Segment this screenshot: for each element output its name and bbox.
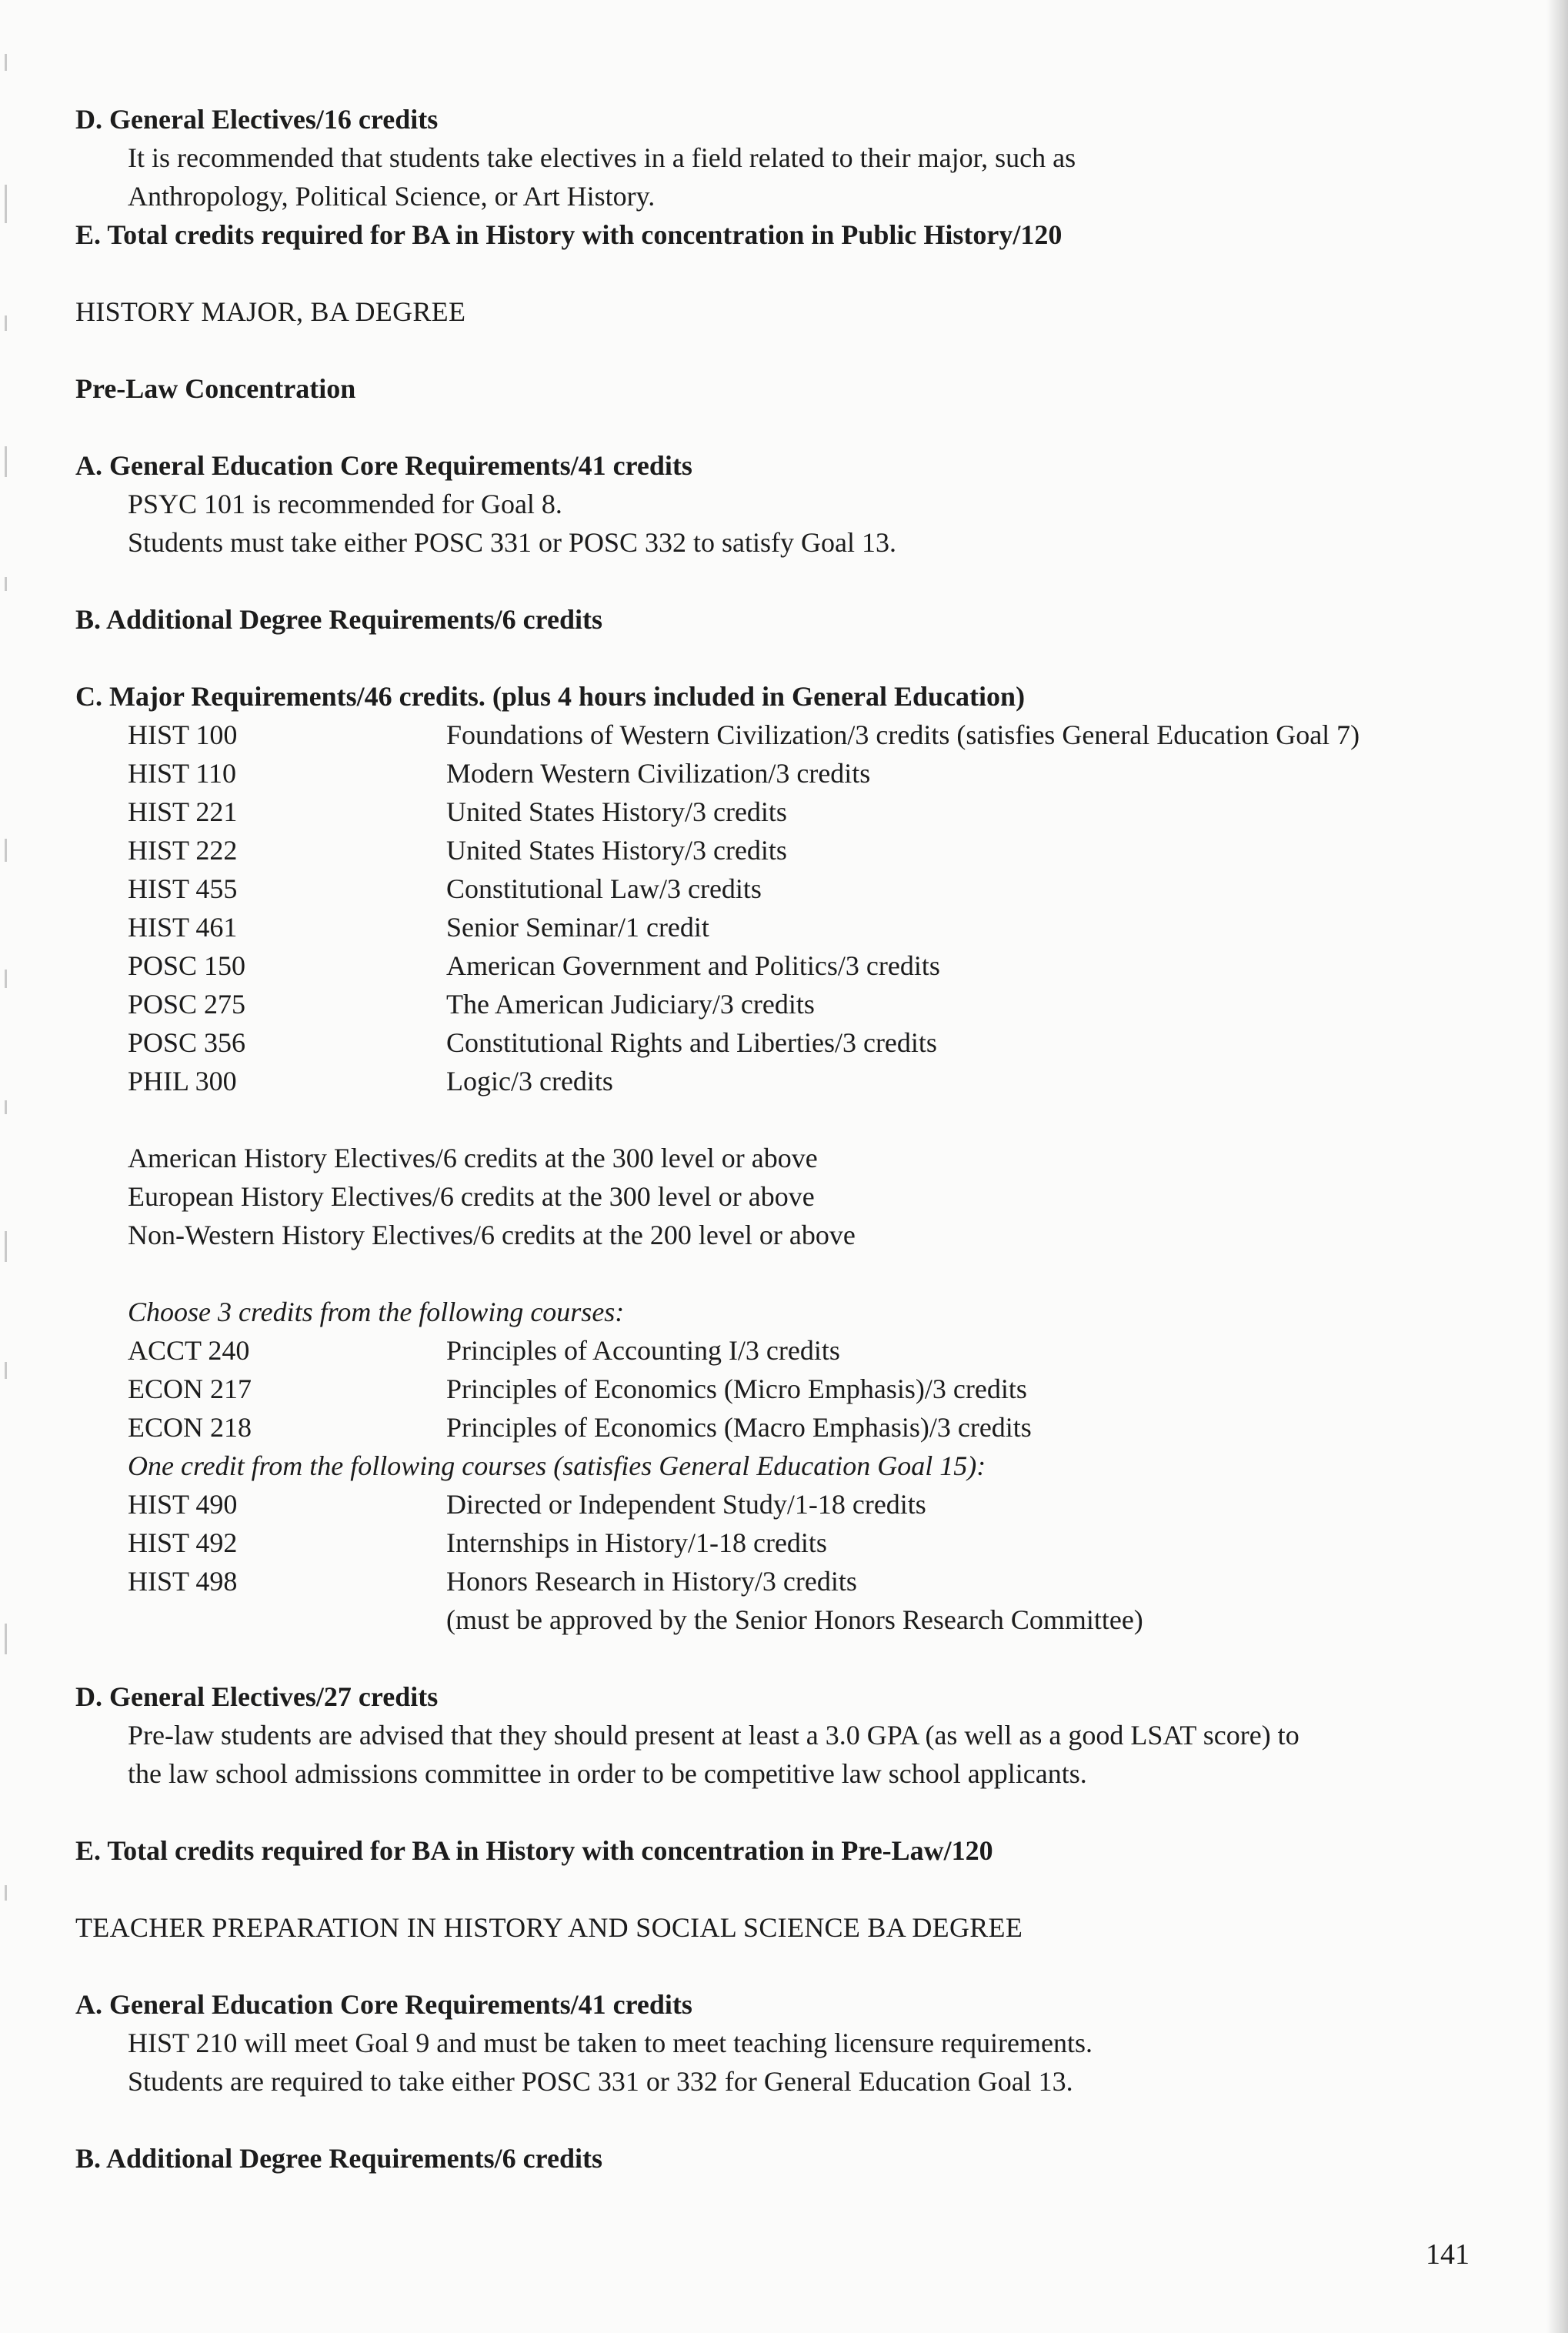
elective-line: Non-Western History Electives/6 credits at the 200 level or above	[128, 1220, 856, 1250]
one-credit-label: One credit from the following courses (satisfies General Education Goal 15):	[128, 1450, 986, 1481]
page-content	[75, 100, 1491, 2178]
section-b-heading: B. Additional Degree Requirements/6 credits	[75, 604, 602, 635]
section-d1-heading: D. General Electives/16 credits	[75, 104, 439, 135]
section-d2-heading: D. General Electives/27 credits	[75, 1681, 439, 1712]
course-row	[75, 946, 1491, 985]
section-d1-line: Anthropology, Political Science, or Art History.	[128, 181, 656, 212]
course-code: HIST 455	[128, 873, 238, 904]
teacher-a-line: Students are required to take either POSC 331 or 332 for General Education Goal 13.	[128, 2066, 1073, 2097]
course-desc: Foundations of Western Civilization/3 credits (satisfies General Education Goal 7)	[446, 719, 1360, 750]
course-row	[75, 831, 1491, 869]
course-row	[75, 1331, 1491, 1370]
course-desc: Constitutional Rights and Liberties/3 credits	[446, 1027, 937, 1058]
course-desc: Modern Western Civilization/3 credits	[446, 758, 871, 789]
course-code: HIST 492	[128, 1527, 238, 1558]
teacher-b-heading: B. Additional Degree Requirements/6 credits	[75, 2143, 602, 2174]
course-row	[75, 793, 1491, 831]
course-code: HIST 498	[128, 1566, 238, 1597]
course-code: HIST 222	[128, 835, 238, 866]
course-desc: Principles of Economics (Micro Emphasis)/3 credits	[446, 1373, 1027, 1404]
honors-note-row	[75, 1600, 1491, 1639]
elective-line: American History Electives/6 credits at the 300 level or above	[128, 1143, 818, 1173]
course-row	[75, 869, 1491, 908]
course-desc: The American Judiciary/3 credits	[446, 989, 815, 1020]
section-a-heading: A. General Education Core Requirements/41 credits	[75, 450, 692, 481]
course-code: HIST 461	[128, 912, 238, 943]
course-code: ACCT 240	[128, 1335, 250, 1366]
major-course-list	[75, 716, 1491, 1100]
page-number: 141	[1426, 2238, 1470, 2271]
section-a-line: PSYC 101 is recommended for Goal 8.	[128, 489, 562, 519]
course-row	[75, 1062, 1491, 1100]
teacher-a-heading: A. General Education Core Requirements/41 credits	[75, 1989, 692, 2020]
section-e1-heading: E. Total credits required for BA in History with concentration in Public History/120	[75, 219, 1063, 250]
section-d2-line: the law school admissions committee in order to be competitive law school applicants.	[128, 1758, 1087, 1789]
major-title: HISTORY MAJOR, BA DEGREE	[75, 296, 466, 327]
course-row	[75, 1370, 1491, 1408]
course-code: POSC 275	[128, 989, 246, 1020]
course-code: ECON 217	[128, 1373, 252, 1404]
course-row	[75, 754, 1491, 793]
course-row	[75, 908, 1491, 946]
course-code: ECON 218	[128, 1412, 252, 1443]
course-code: POSC 150	[128, 950, 246, 981]
course-code: HIST 490	[128, 1489, 238, 1520]
course-code: POSC 356	[128, 1027, 246, 1058]
course-row	[75, 1408, 1491, 1447]
course-desc: Constitutional Law/3 credits	[446, 873, 762, 904]
course-desc: Principles of Accounting I/3 credits	[446, 1335, 840, 1366]
course-desc: United States History/3 credits	[446, 835, 787, 866]
course-desc: American Government and Politics/3 credits	[446, 950, 940, 981]
course-row	[75, 716, 1491, 754]
section-a-line: Students must take either POSC 331 or POSC 332 to satisfy Goal 13.	[128, 527, 896, 558]
teacher-a-line: HIST 210 will meet Goal 9 and must be taken to meet teaching licensure requirements.	[128, 2028, 1093, 2058]
course-code: HIST 221	[128, 796, 238, 827]
choose-label: Choose 3 credits from the following courses:	[128, 1297, 625, 1327]
course-row	[75, 1485, 1491, 1524]
course-desc: Honors Research in History/3 credits	[446, 1566, 857, 1597]
course-row	[75, 1524, 1491, 1562]
course-code: PHIL 300	[128, 1066, 237, 1096]
section-e2-heading: E. Total credits required for BA in History with concentration in Pre-Law/120	[75, 1835, 993, 1866]
page-edge-shadow	[1546, 0, 1568, 2333]
course-row	[75, 985, 1491, 1023]
elective-line: European History Electives/6 credits at the 300 level or above	[128, 1181, 815, 1212]
section-d1-line: It is recommended that students take electives in a field related to their major, such as	[128, 142, 1076, 173]
course-desc: Logic/3 credits	[446, 1066, 613, 1096]
course-row	[75, 1562, 1491, 1600]
concentration-title: Pre-Law Concentration	[75, 373, 356, 404]
section-d2-line: Pre-law students are advised that they should present at least a 3.0 GPA (as well as a good LSAT score) to	[128, 1720, 1299, 1751]
binding-marks	[5, 0, 9, 2333]
course-desc: Internships in History/1-18 credits	[446, 1527, 827, 1558]
course-code: HIST 100	[128, 719, 238, 750]
course-desc: Principles of Economics (Macro Emphasis)/3 credits	[446, 1412, 1032, 1443]
section-c-heading: C. Major Requirements/46 credits. (plus 4 hours included in General Education)	[75, 681, 1026, 712]
course-row	[75, 1023, 1491, 1062]
honors-note: (must be approved by the Senior Honors Research Committee)	[446, 1604, 1143, 1635]
course-desc: United States History/3 credits	[446, 796, 787, 827]
course-desc: Directed or Independent Study/1-18 credits	[446, 1489, 926, 1520]
course-code: HIST 110	[128, 758, 237, 789]
course-desc: Senior Seminar/1 credit	[446, 912, 709, 943]
teacher-prep-title: TEACHER PREPARATION IN HISTORY AND SOCIAL SCIENCE BA DEGREE	[75, 1912, 1023, 1943]
